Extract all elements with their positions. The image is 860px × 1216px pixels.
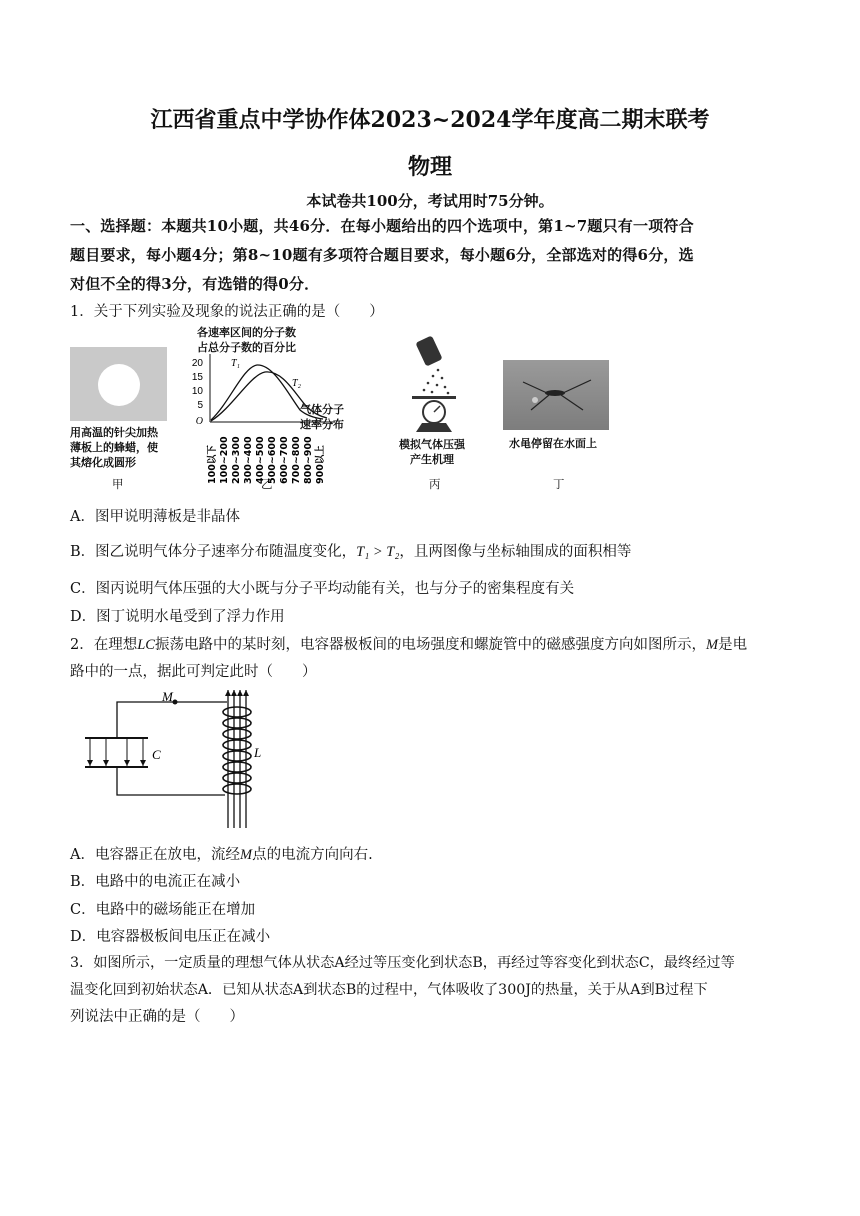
wax-circle [98,364,140,406]
exam-note: 本试卷共100分，考试用时75分钟。 [306,192,554,210]
fig-yi-label: 乙 [261,477,273,491]
fig-yi-xtick: 700~800 [291,436,302,484]
fig-yi-origin: O [195,416,203,427]
scale-base [416,423,452,432]
field-arrow-heads [87,760,146,766]
q1-option-b-text: ，且两图像与坐标轴围成的面积相等 [399,544,632,560]
fig-yi-xtick: 800~900 [303,436,314,484]
fig-yi-xtick: 900以上 [315,445,326,484]
fig-jia-text-line: 其熔化成圆形 [70,456,136,469]
fig-jia-text-line: 薄板上的蜂蜡，使 [70,441,158,454]
q2-stem-line2: 路中的一点，据此可判定此时（ ） [70,664,317,680]
q2-option-a-text: A．电容器正在放电，流经 [70,847,240,863]
bottom-wire [117,767,225,795]
q2-stem-text: 振荡电路中的某时刻，电容器极板间的电场强度和螺旋管中的磁感强度方向如图所示， [154,637,706,653]
fig-yi-xtick: 100~200 [219,436,230,484]
q2-option-d: D．电容器极板间电压正在减小 [70,929,271,945]
fig-yi-ytick: 10 [191,386,203,397]
fig-yi-xtick: 500~600 [267,436,278,484]
q2-option-b: B．电路中的电流正在减小 [70,874,241,890]
fig-yi-xtick: 300~400 [243,436,254,484]
fig-ding-text: 水黾停留在水面上 [509,437,597,450]
fig-yi-xtick: 200~300 [231,436,242,484]
section1-line3: 对但不全的得3分，有选错的得0分． [70,275,320,293]
q2-stem-line1 [70,633,747,654]
top-wire [117,702,227,718]
fig-yi-ytick: 15 [191,372,203,383]
q3-stem-line2: 温变化回到初始状态A．已知从状态A到状态B的过程中，气体吸收了300J的热量，关于从A到B过程下 [70,982,708,998]
fig-bing-text [399,437,465,467]
label-m: M [162,689,173,704]
fig-yi-ytick: 5 [197,400,203,411]
fig-bing-label: 丙 [429,477,441,491]
point-m [173,700,178,705]
fig-yi-xtick: 600~700 [279,436,290,484]
section1-line2: 题目要求，每小题4分；第8~10题有多项符合题目要求，每小题6分，全部选对的得6分，选 [70,246,694,264]
fig-yi-ytitle [197,325,296,355]
q2-option-a-math: M [239,847,253,863]
q3-stem-line1: 3．如图所示，一定质量的理想气体从状态A经过等压变化到状态B，再经过等容变化到状态C，最终经过等 [70,955,735,971]
label-c: C [152,747,161,762]
solenoid-coil [223,707,251,794]
section1-line1: 一、选择题：本题共10小题，共46分．在每小题给出的四个选项中，第1~7题只有一项符合 [70,217,694,235]
bean-cup-icon [415,335,442,366]
scale-pan [412,396,456,399]
q1-option-a: A．图甲说明薄板是非晶体 [70,509,240,525]
fig-ding-photo [503,360,609,430]
q2-lc-circuit [80,690,280,830]
fig-bing-drawing [400,330,470,435]
fig-yi-xtitle-line: 速率分布 [300,418,344,431]
water-strider-icon [503,360,609,430]
q1-stem: 1．关于下列实验及现象的说法正确的是（ ） [70,304,384,320]
q1-option-b-text: B．图乙说明气体分子速率分布随温度变化， [70,544,357,560]
subject-title: 物理 [407,154,452,180]
fig-yi-xtick: 100以下 [207,445,218,484]
fig-yi-xtick: 400~500 [255,436,266,484]
fig-jia-text-line: 用高温的针尖加热 [70,426,158,439]
magnetic-field-lines [228,690,246,828]
q2-option-c: C．电路中的磁场能正在增加 [70,902,256,918]
label-l: L [254,745,262,760]
fig-jia-plate [70,347,167,421]
electric-field-arrows [90,739,143,766]
q2-stem-text: 是电 [718,637,748,653]
exam-title: 江西省重点中学协作体2023~2024学年度高二期末联考 [150,107,710,133]
fig-yi-t2-label: T₂ [292,378,302,389]
q1-option-d: D．图丁说明水黾受到了浮力作用 [70,609,285,625]
falling-beads [423,369,450,395]
q1-option-c: C．图丙说明气体压强的大小既与分子平均动能有关，也与分子的密集程度有关 [70,581,575,597]
q1-option-b [70,540,631,561]
q2-stem-math: LC [137,637,155,653]
fig-yi-t1-label: T₁ [231,358,241,369]
fig-bing-text-line: 产生机理 [410,453,454,466]
fig-bing-text-line: 模拟气体压强 [399,438,465,451]
fig-yi-ytitle-line: 各速率区间的分子数 [197,326,296,339]
fig-yi-xtitle [300,402,344,432]
q2-stem-text: 2．在理想 [70,637,138,653]
q2-stem-math: M [705,637,719,653]
q3-stem-line3: 列说法中正确的是（ ） [70,1009,244,1025]
fig-yi-ytitle-line: 占总分子数的百分比 [197,341,296,354]
q2-option-a-text: 点的电流方向向右. [252,847,373,863]
fig-yi-xtitle-line: 气体分子 [300,403,344,416]
fig-jia-text [70,425,158,470]
q1-option-b-math: T₁ > T₂ [356,544,400,560]
fig-yi-ytick: 20 [191,358,203,369]
fig-jia-label: 甲 [112,477,124,491]
fig-ding-label: 丁 [553,477,565,491]
q2-option-a [70,843,373,864]
